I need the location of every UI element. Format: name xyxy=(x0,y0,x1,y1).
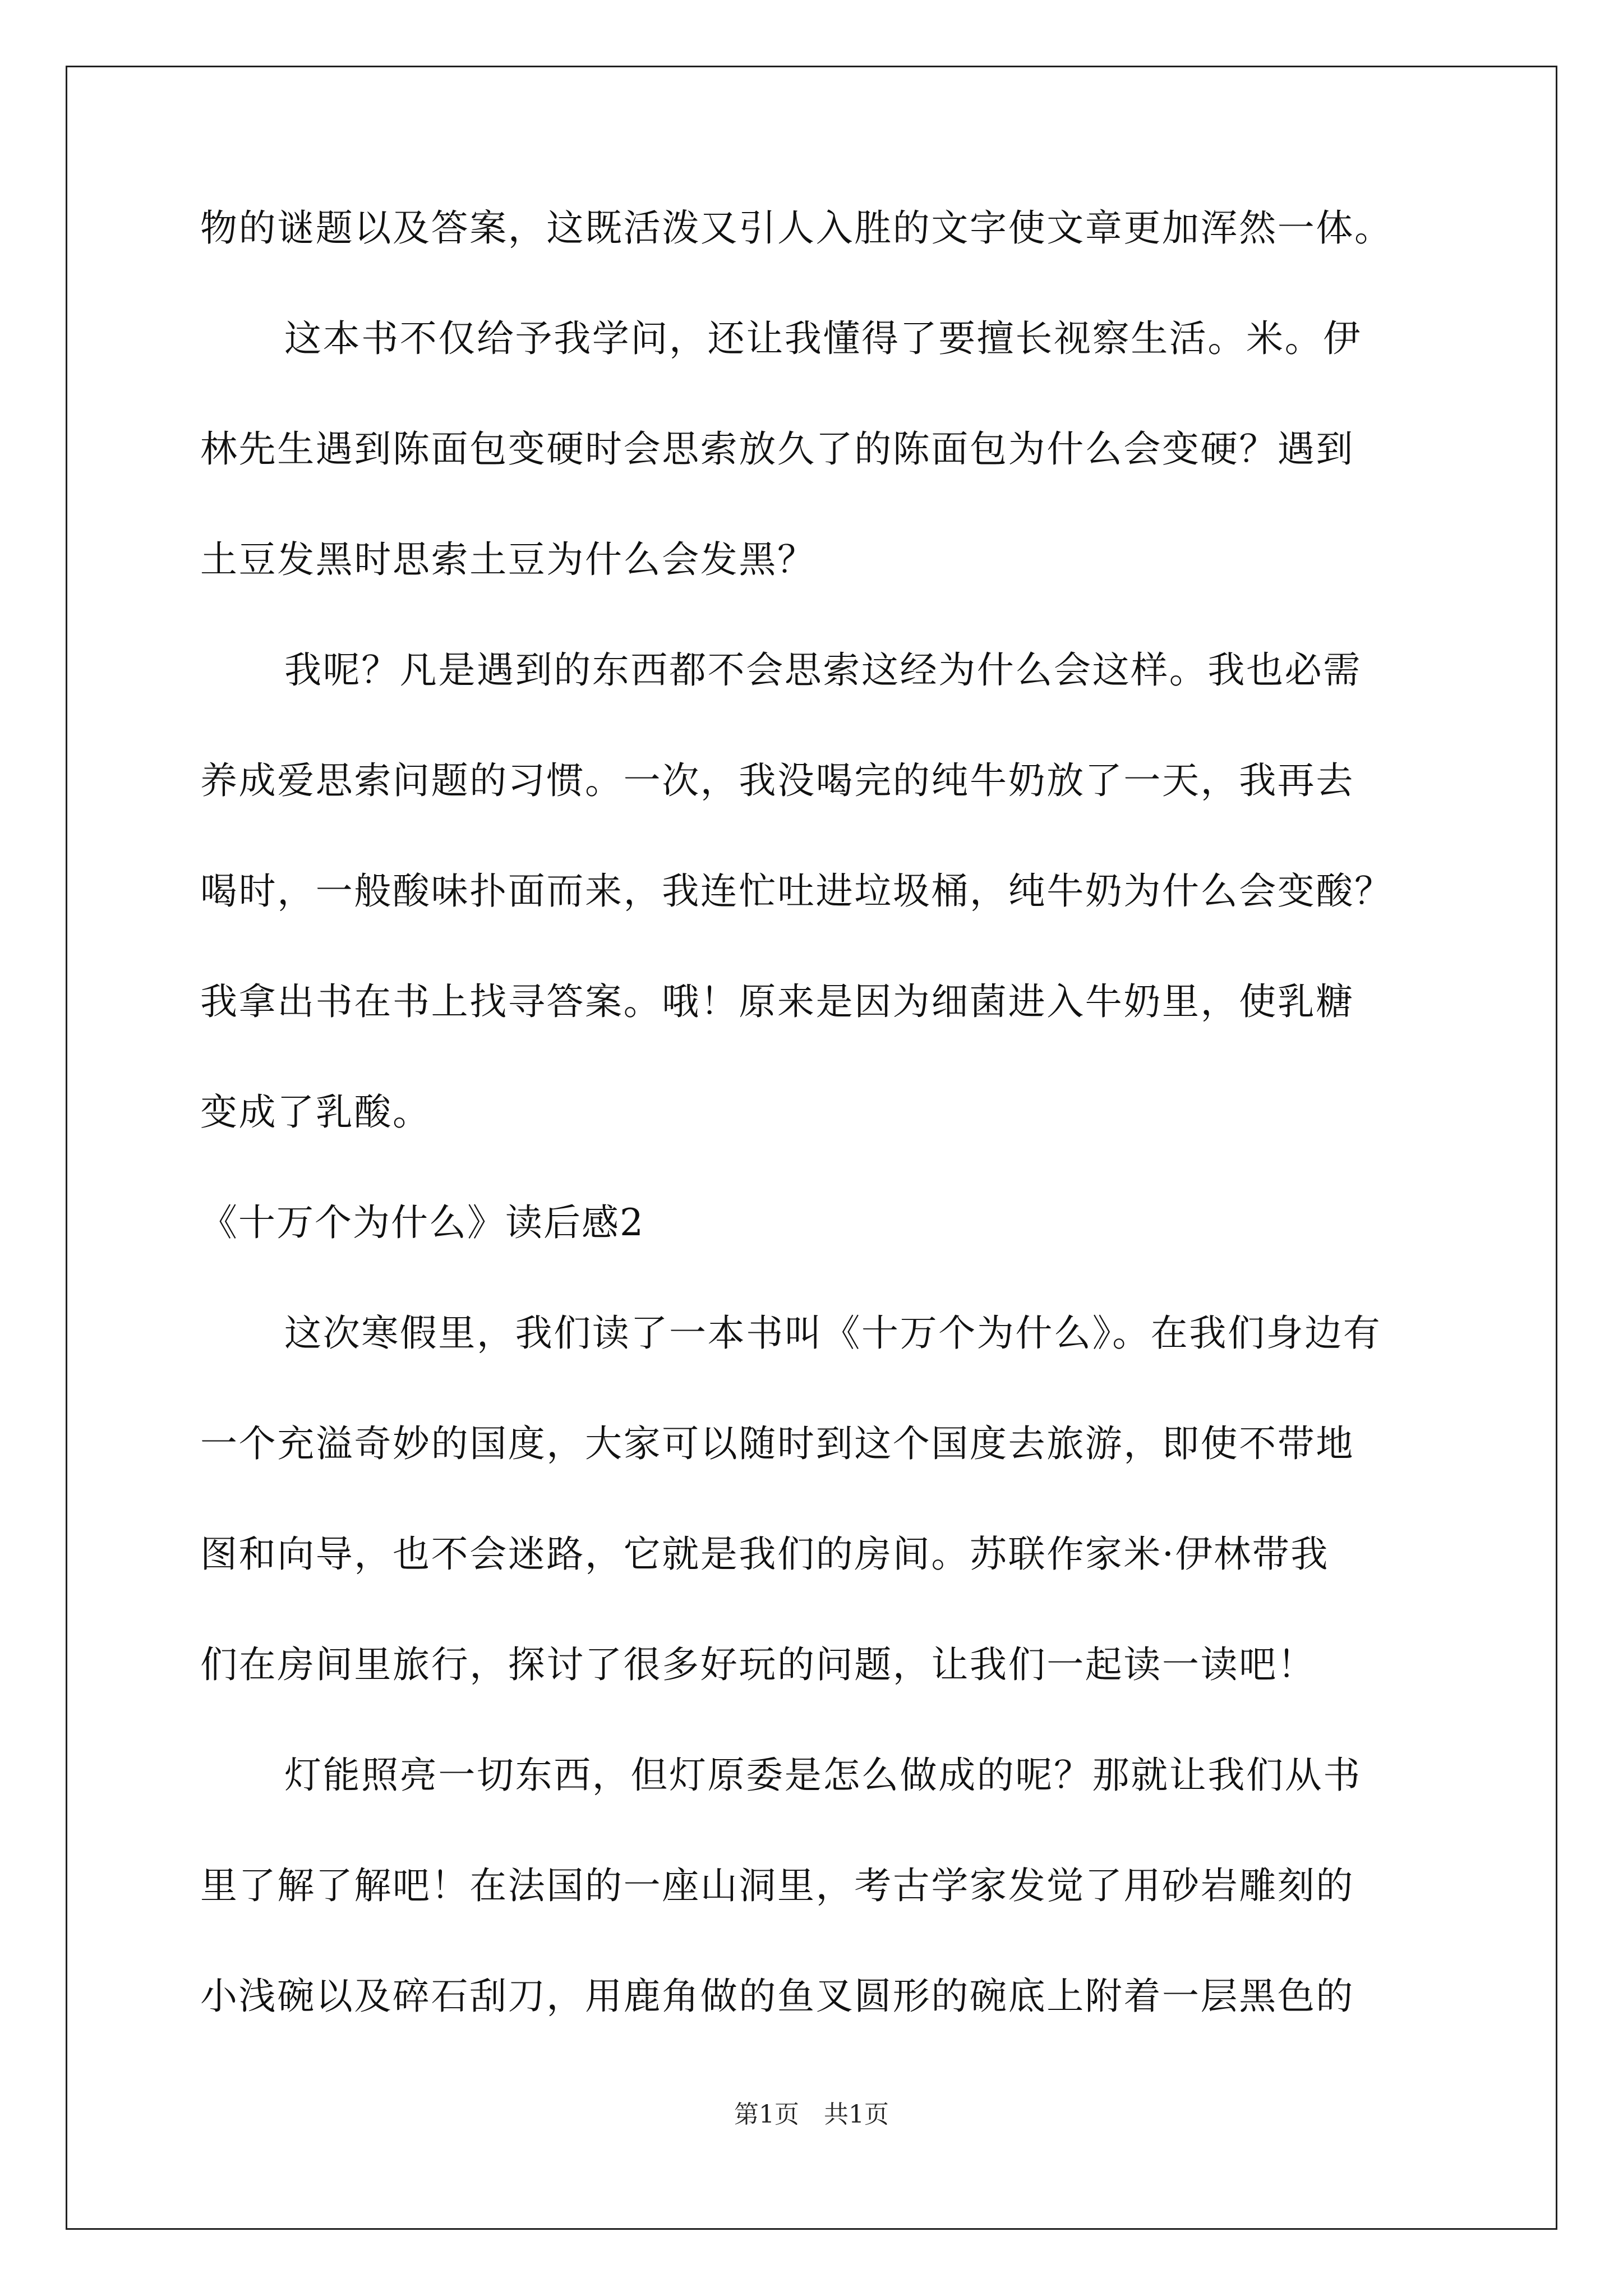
text-line: 物的谜题以及答案，这既活泼又引人入胜的文字使文章更加浑然一体。 xyxy=(200,206,1393,250)
text-line: 图和向导，也不会迷路，它就是我们的房间。苏联作家米·伊林带我 xyxy=(200,1533,1329,1576)
text-line: 林先生遇到陈面包变硬时会思索放久了的陈面包为什么会变硬？遇到 xyxy=(200,427,1354,471)
section-heading: 《十万个为什么》读后感2 xyxy=(200,1201,644,1244)
text-line: 们在房间里旅行，探讨了很多好玩的问题，让我们一起读一读吧！ xyxy=(200,1643,1316,1686)
document-body xyxy=(200,197,1440,2076)
text-line: 这本书不仅给予我学问，还让我懂得了要擅长视察生活。米。伊 xyxy=(284,317,1362,360)
text-line: 我拿出书在书上找寻答案。哦！原来是因为细菌进入牛奶里，使乳糖 xyxy=(200,980,1354,1023)
text-line: 灯能照亮一切东西，但灯原委是怎么做成的呢？那就让我们从书 xyxy=(284,1754,1362,1797)
text-line: 土豆发黑时思索土豆为什么会发黑？ xyxy=(200,538,816,581)
paragraph-3 xyxy=(200,639,1440,1143)
paragraph-2 xyxy=(200,308,1440,591)
text-line: 我呢？凡是遇到的东西都不会思索这经为什么会这样。我也必需 xyxy=(284,648,1362,692)
text-line: 养成爱思索问题的习惯。一次，我没喝完的纯牛奶放了一天，我再去 xyxy=(200,759,1354,802)
text-line: 一个充溢奇妙的国度，大家可以随时到这个国度去旅游，即使不带地 xyxy=(200,1422,1354,1465)
paragraph-1 xyxy=(200,197,1440,259)
page-number-label: 第1页 共1页 xyxy=(734,2100,889,2129)
text-line: 变成了乳酸。 xyxy=(200,1091,431,1134)
paragraph-4 xyxy=(200,1303,1440,1696)
text-line: 这次寒假里，我们读了一本书叫《十万个为什么》。在我们身边有 xyxy=(284,1312,1382,1355)
text-line: 里了解了解吧！在法国的一座山洞里，考古学家发觉了用砂岩雕刻的 xyxy=(200,1864,1354,1907)
paragraph-5 xyxy=(200,1745,1440,2027)
text-line: 小浅碗以及碎石刮刀，用鹿角做的鱼叉圆形的碗底上附着一层黑色的 xyxy=(200,1975,1354,2018)
text-line: 喝时，一般酸味扑面而来，我连忙吐进垃圾桶，纯牛奶为什么会变酸？ xyxy=(200,869,1393,913)
page-footer xyxy=(0,2098,1623,2132)
